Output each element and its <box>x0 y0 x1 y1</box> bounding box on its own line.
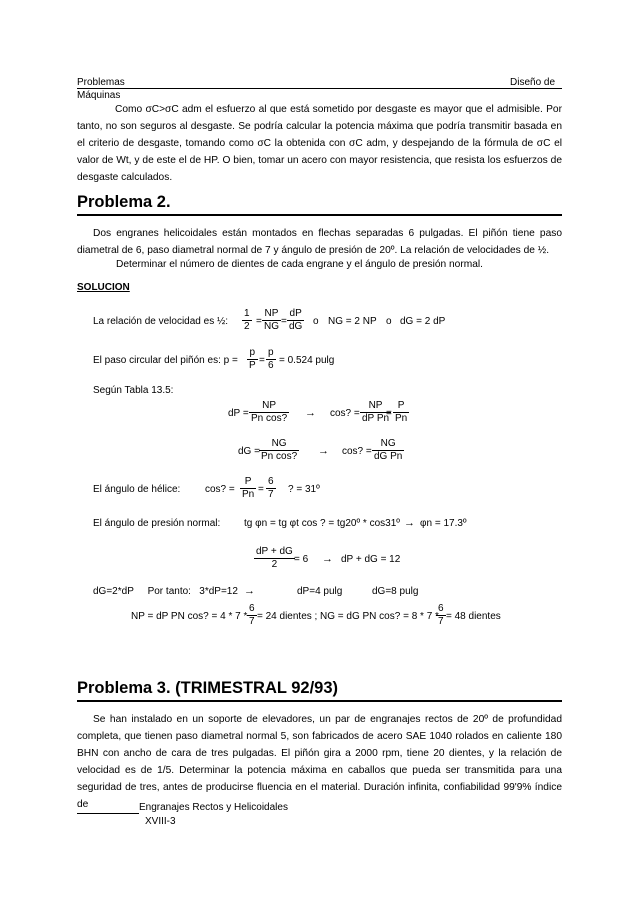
cos2-frac <box>372 438 404 463</box>
ng-frac <box>436 603 446 628</box>
dp-value: dP=4 pulg <box>297 586 343 597</box>
cos1-lhs: cos? = <box>330 408 360 419</box>
dp-lhs: dP = <box>228 408 249 419</box>
center-num: dP + dG <box>256 546 293 557</box>
cos1-num: NP <box>360 400 391 413</box>
helix-result: ? = 31º <box>288 484 320 495</box>
cos1-den: dP Pn <box>362 413 390 424</box>
ratio-half <box>242 308 252 333</box>
ratio-ng-eq: NG = 2 NP <box>328 316 377 327</box>
helix-frac2 <box>266 476 276 501</box>
cos1-num2: P <box>393 400 409 413</box>
ratio-half-num: 1 <box>244 308 250 319</box>
helix-eq: = <box>258 484 264 495</box>
np-den: 7 <box>249 616 255 627</box>
dg-num: NG <box>259 438 299 451</box>
pitch-result: = 0.524 pulg <box>279 355 335 366</box>
ratio-or2: o <box>386 316 392 327</box>
problem3-title: Problema 3. (TRIMESTRAL 92/93) <box>77 679 339 697</box>
np-eq: NP = dP PN cos? = 4 * 7 * <box>131 611 248 622</box>
ng-den: 7 <box>438 616 444 627</box>
helix-den: Pn <box>242 489 255 500</box>
dg-lhs: dG = <box>238 446 260 457</box>
arrow-5: → <box>244 585 255 597</box>
cos2-num: NG <box>372 438 404 451</box>
footer-page: XVIII-3 <box>145 816 176 827</box>
problem2-task: Determinar el número de dientes de cada engrane y el ángulo de presión normal. <box>116 259 483 270</box>
center-eq: = 6 <box>294 554 309 565</box>
cos1-eq: = <box>386 408 392 419</box>
intro-paragraph: Como σC>σC adm el esfuerzo al que está sometido por desgaste es mayor que el admisible. Por tanto, no son seguros al desgaste. Se podría calcular la potencia máxima que podría transmitir basada en el criterio de desgaste, tomando como σC la obtenida con σC adm, y despejando de la fórmula de σC el valor de Wt, y de este el de HP. O bien, tomar un acero con mayor resistencia, que resista los esfuerzos de desgaste calculados. <box>77 104 562 183</box>
arrow-1: → <box>305 407 316 419</box>
arrow-3: → <box>404 517 415 529</box>
helix-num2: 6 <box>268 476 274 487</box>
dg-value: dG=8 pulg <box>372 586 419 597</box>
dp-den: Pn cos? <box>251 413 288 424</box>
ratio-n <box>262 308 281 333</box>
pressure-eq: tg φn = tg φt cos ? = tg20º * cos31º <box>244 518 400 529</box>
ng-eq: NG = dG PN cos? = 8 * 7 * <box>320 611 439 622</box>
helix-num: P <box>240 476 256 489</box>
dg-den: Pn cos? <box>261 451 298 462</box>
pitch-frac1 <box>247 347 258 372</box>
pitch-eq: = <box>259 355 265 366</box>
pitch-text: El paso circular del piñón es: p = <box>93 355 238 366</box>
ratio-half-den: 2 <box>244 321 250 332</box>
ratio-ng: NG <box>264 321 279 332</box>
solve-line: dG=2*dP Por tanto: 3*dP=12 <box>93 586 238 597</box>
cos1-frac2 <box>393 400 409 425</box>
ratio-or1: o <box>313 316 319 327</box>
footer-rule <box>77 813 139 814</box>
table-ref: Según Tabla 13.5: <box>93 385 174 396</box>
ratio-np: NP <box>262 308 281 321</box>
problem3-rule <box>77 700 562 702</box>
ratio-dp: dP <box>287 308 304 321</box>
arrow-4: → <box>322 553 333 565</box>
cos2-lhs: cos? = <box>342 446 372 457</box>
problem2-title: Problema 2. <box>77 193 171 211</box>
center-result: dP + dG = 12 <box>341 554 401 565</box>
dp-frac <box>249 400 289 425</box>
helix-den2: 7 <box>268 489 274 500</box>
cos2-den: dG Pn <box>374 451 403 462</box>
pressure-result: φn = 17.3º <box>420 518 467 529</box>
header-left: Problemas <box>77 77 125 88</box>
problem2-statement: Dos engranes helicoidales están montados en flechas separadas 6 pulgadas. El piñón tiene paso diametral de 6, paso diametral normal de 7 y ángulo de presión de 20º. La relación de velocidades de ½. <box>77 228 562 256</box>
header-right: Diseño de <box>510 77 556 88</box>
ratio-eq1: = <box>256 316 262 327</box>
helix-frac <box>240 476 256 501</box>
pitch-p: p <box>247 347 258 360</box>
np-frac <box>247 603 257 628</box>
dg-frac <box>259 438 299 463</box>
helix-lhs: cos? = <box>205 484 235 495</box>
pitch-p2: p <box>268 347 274 358</box>
pitch-6: 6 <box>268 360 274 371</box>
ratio-dg: dG <box>289 321 303 332</box>
ratio-d <box>287 308 304 333</box>
np-num: 6 <box>249 603 255 614</box>
cos1-den2: Pn <box>395 413 408 424</box>
pitch-P: P <box>249 360 256 371</box>
footer-title: Engranajes Rectos y Helicoidales <box>139 802 288 813</box>
center-frac <box>254 546 295 571</box>
pitch-frac2 <box>266 347 276 372</box>
ratio-text: La relación de velocidad es ½: <box>93 316 229 327</box>
problem2-rule <box>77 214 562 216</box>
np-result: = 24 dientes ; <box>257 611 318 622</box>
ng-num: 6 <box>438 603 444 614</box>
ng-result: = 48 dientes <box>446 611 501 622</box>
ratio-dg-eq: dG = 2 dP <box>400 316 446 327</box>
problem3-statement: Se han instalado en un soporte de elevadores, un par de engranajes rectos de 20º de profundidad completa, que tienen paso diametral normal 5, son fabricados de acero SAE 1040 rolados en caliente 180 BHN con ancho de cara de tres pulgadas. El piñón gira a 2000 rpm, tiene 20 dientes, y la relación de velocidad es de 1/5. Determinar la potencia máxima en caballos que pueda ser transmitida para una seguridad de tres, antes de producirse fluencia en el material. Duración infinita, confiabilidad 99'9% índice de <box>77 714 562 810</box>
header-rule <box>77 88 562 89</box>
solution-label: SOLUCION <box>77 282 130 293</box>
pressure-label: El ángulo de presión normal: <box>93 518 221 529</box>
dp-num: NP <box>249 400 289 413</box>
helix-label: El ángulo de hélice: <box>93 484 181 495</box>
ratio-eq2: = <box>281 316 287 327</box>
header-second: Máquinas <box>77 90 121 101</box>
center-den: 2 <box>271 559 278 570</box>
arrow-2: → <box>318 445 329 457</box>
